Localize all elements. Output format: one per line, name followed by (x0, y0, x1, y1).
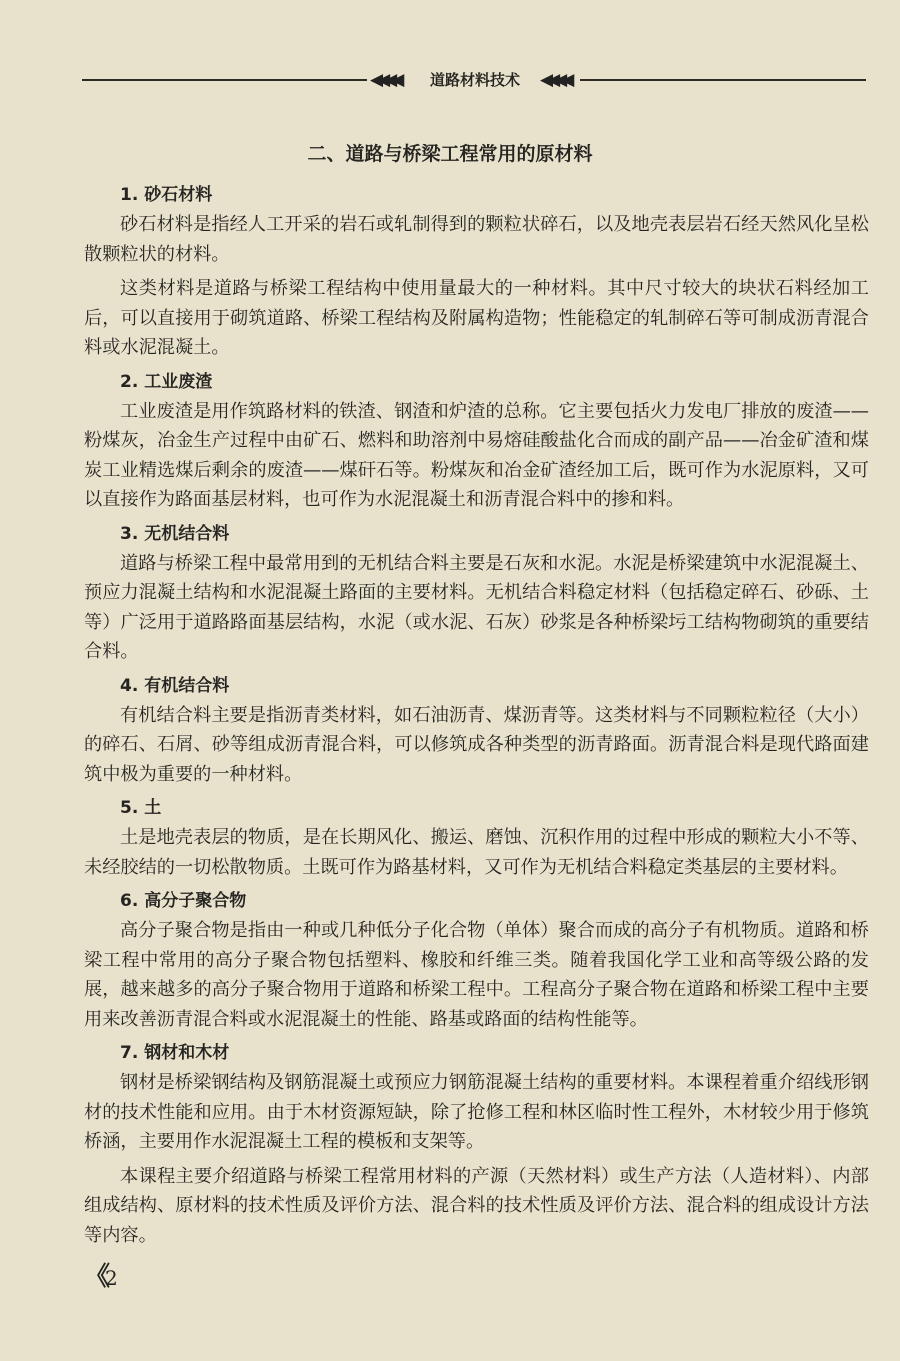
section-title: 二、道路与桥梁工程常用的原材料 (307, 143, 593, 165)
paragraph: 砂石材料是指经人工开采的岩石或轧制得到的颗粒状碎石，以及地壳表层岩石经天然风化呈松散颗粒状的材料。 (84, 214, 869, 265)
header-chevron-left-icon: ◀◀◀◀ (370, 70, 399, 90)
footer-chevron-icon: 《 (84, 1262, 106, 1292)
paragraph: 高分子聚合物是指由一种或几种低分子化合物（单体）聚合而成的高分子有机物质。道路和桥梁工程中常用的高分子聚合物包括塑料、橡胶和纤维三类。随着我国化学工业和高等级公路的发展，越来越多的高分子聚合物用于道路和桥梁工程中。工程高分子聚合物在道路和桥梁工程中主要用来改善沥青混合料或水泥混凝土的性能、路基或路面的结构性能等。 (84, 920, 869, 1030)
running-header (82, 66, 866, 94)
subsection-heading: 1. 砂石材料 (120, 185, 213, 205)
paragraph: 道路与桥梁工程中最常用到的无机结合料主要是石灰和水泥。水泥是桥梁建筑中水泥混凝土、预应力混凝土结构和水泥混凝土路面的主要材料。无机结合料稳定材料（包括稳定碎石、砂砾、土等）广泛用于道路路面基层结构，水泥（或水泥、石灰）砂浆是各种桥梁圬工结构物砌筑的重要结合料。 (84, 552, 869, 662)
body-text (84, 181, 869, 1255)
paragraph: 这类材料是道路与桥梁工程结构中使用量最大的一种材料。其中尺寸较大的块状石料经加工后，可以直接用于砌筑道路、桥梁工程结构及附属构造物；性能稳定的轧制碎石等可制成沥青混合料或水泥混凝土。 (84, 278, 869, 358)
paragraph: 土是地壳表层的物质，是在长期风化、搬运、磨蚀、沉积作用的过程中形成的颗粒大小不等、未经胶结的一切松散物质。土既可作为路基材料，又可作为无机结合料稳定类基层的主要材料。 (84, 827, 869, 878)
subsection-heading: 7. 钢材和木材 (120, 1043, 230, 1063)
book-title: 道路材料技术 (429, 71, 520, 89)
paragraph: 有机结合料主要是指沥青类材料，如石油沥青、煤沥青等。这类材料与不同颗粒粒径（大小）的碎石、石屑、砂等组成沥青混合料，可以修筑成各种类型的沥青路面。沥青混合料是现代路面建筑中极为重要的一种材料。 (84, 704, 869, 785)
header-rule-left (82, 79, 367, 81)
subsection-heading: 3. 无机结合料 (120, 523, 230, 544)
subsection-heading: 5. 土 (120, 798, 162, 818)
subsection-heading: 4. 有机结合料 (120, 675, 230, 696)
page-footer (84, 1256, 118, 1293)
subsection-heading: 2. 工业废渣 (120, 371, 213, 392)
page-number: 2 (105, 1266, 118, 1290)
paragraph: 本课程主要介绍道路与桥梁工程常用材料的产源（天然材料）或生产方法（人造材料）、内部组成结构、原材料的技术性质及评价方法、混合料的技术性质及评价方法、混合料的组成设计方法等内容。 (84, 1165, 869, 1246)
paragraph: 工业废渣是用作筑路材料的铁渣、钢渣和炉渣的总称。它主要包括火力发电厂排放的废渣——粉煤灰，冶金生产过程中由矿石、燃料和助溶剂中易熔硅酸盐化合而成的副产品——冶金矿渣和煤炭工业精选煤后剩余的废渣——煤矸石等。粉煤灰和冶金矿渣经加工后，既可作为水泥原料，又可以直接作为路面基层材料，也可作为水泥混凝土和沥青混合料中的掺和料。 (84, 400, 869, 510)
subsection-heading: 6. 高分子聚合物 (120, 891, 247, 911)
paragraph: 钢材是桥梁钢结构及钢筋混凝土或预应力钢筋混凝土结构的重要材料。本课程着重介绍线形钢材的技术性能和应用。由于木材资源短缺，除了抢修工程和林区临时性工程外，木材较少用于修筑桥涵，主要用作水泥混凝土工程的模板和支架等。 (84, 1072, 869, 1152)
header-rule-right (580, 79, 866, 81)
header-chevron-right-icon: ◀◀◀◀ (540, 70, 569, 90)
